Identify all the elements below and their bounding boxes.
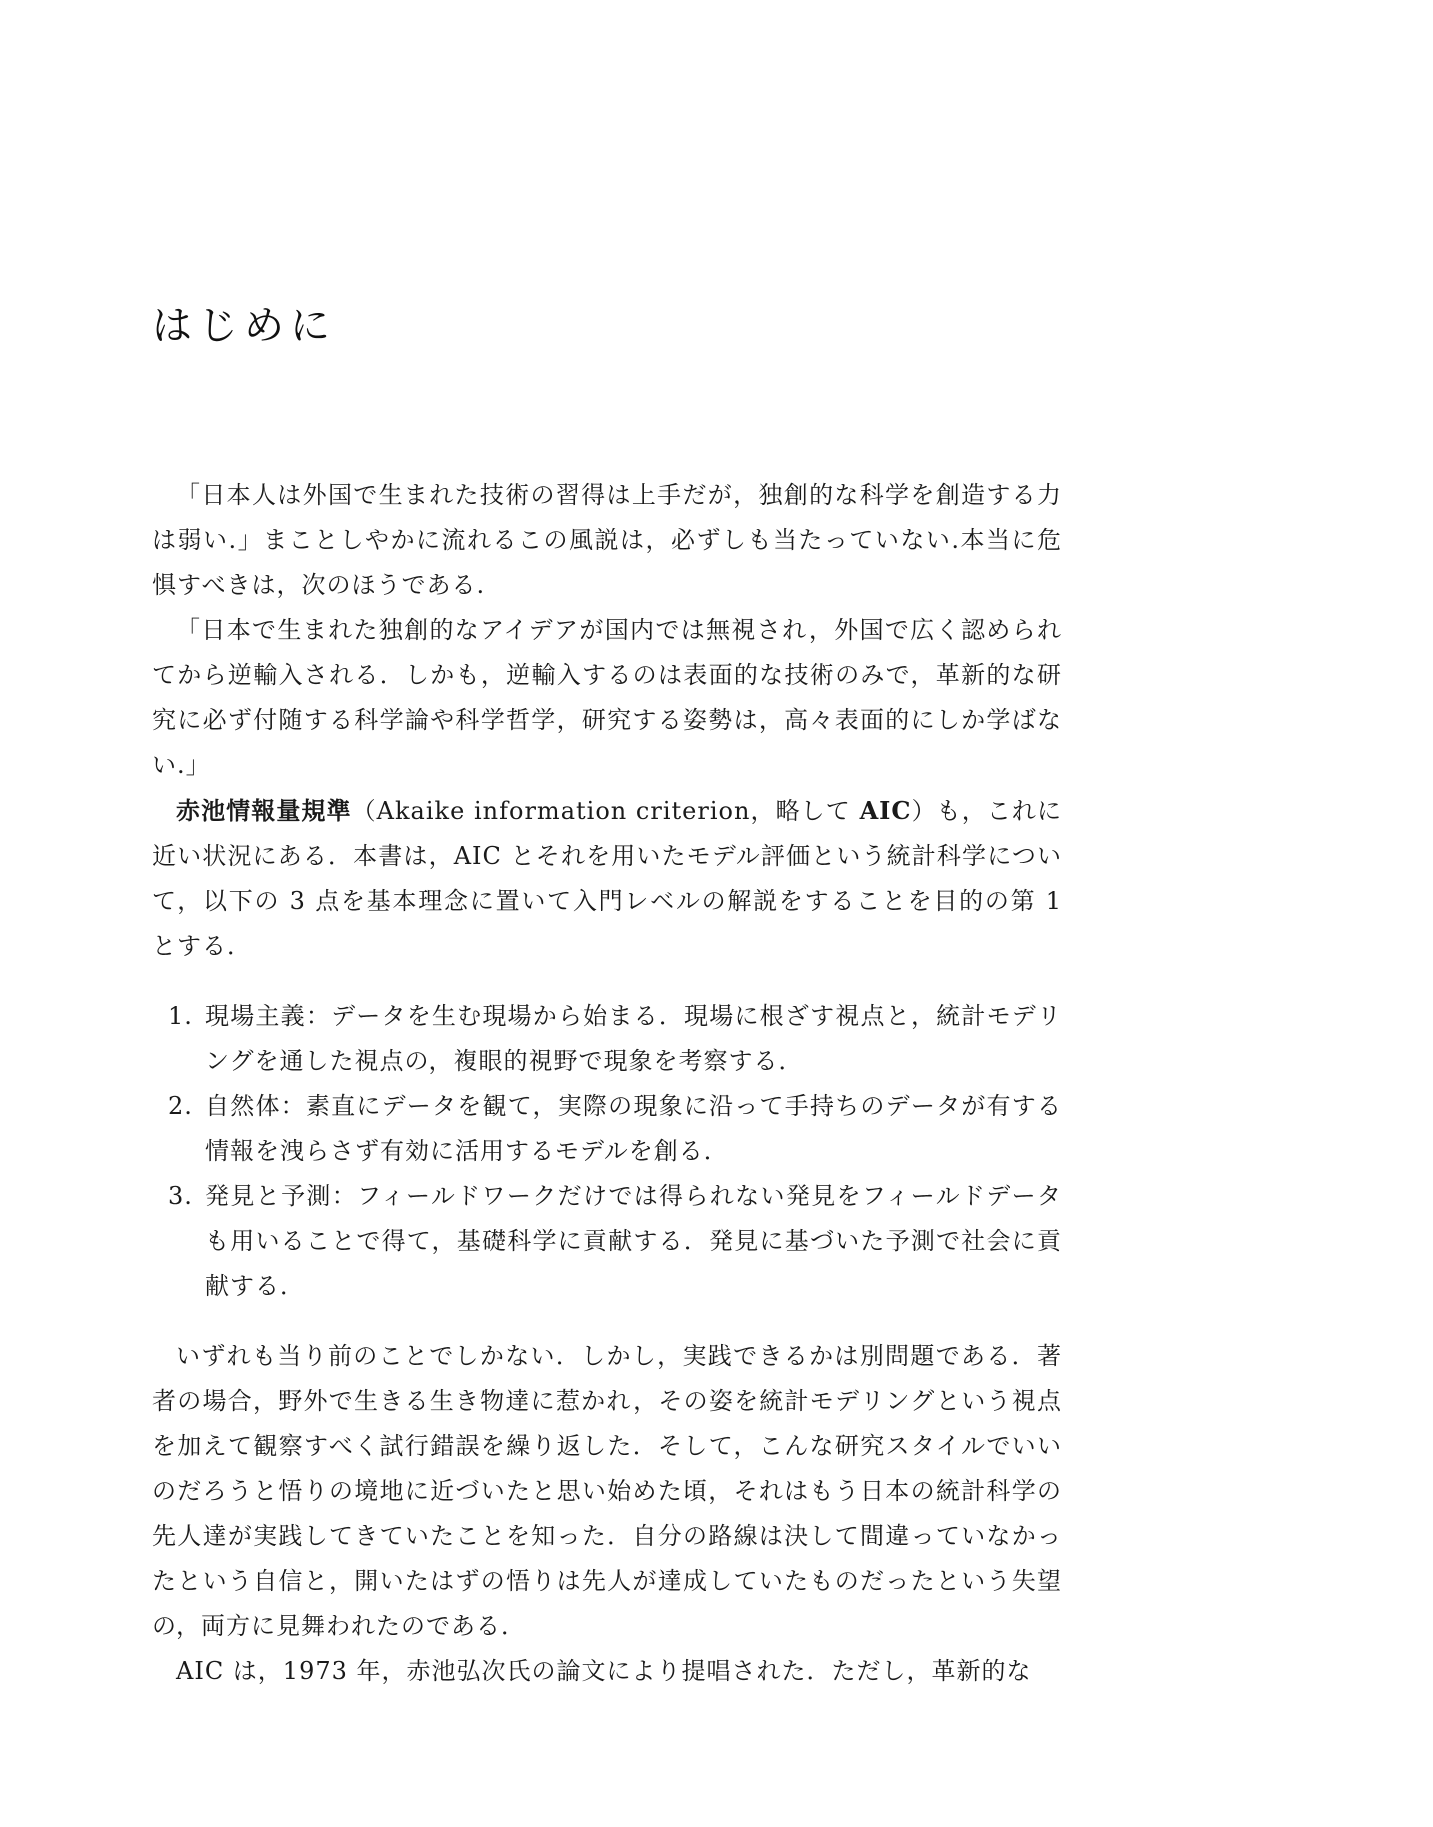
principle-text: データを生む現場から始まる．現場に根ざす視点と，統計モデリングを通した視点の，複眼的視野で現象を考察する． [205, 1002, 1062, 1075]
principle-item-1 [152, 994, 1062, 1084]
principle-number: 3. [168, 1182, 193, 1210]
principle-label: 現場主義： [205, 1002, 332, 1030]
paragraph-closing-2: AIC は，1973 年，赤池弘次氏の論文により提唱された．ただし，革新的な [176, 1657, 1032, 1685]
paragraph-quote-2: 「日本で生まれた独創的なアイデアが国内では無視され，外国で広く認められてから逆輸入される．しかも，逆輸入するのは表面的な技術のみで，革新的な研究に必ず付随する科学論や科学哲学，研究する姿勢は，高々表面的にしか学ばない.」 [152, 616, 1062, 779]
principle-item-3 [152, 1174, 1062, 1309]
body-text [152, 473, 1062, 1694]
paragraph-aic-intro [152, 788, 1062, 969]
paragraph-closing-1: いずれも当り前のことでしかない．しかし，実践できるかは別問題である．著者の場合，野外で生きる生き物達に惹かれ，その姿を統計モデリングという視点を加えて観察すべく試行錯誤を繰り返した．そして，こんな研究スタイルでいいのだろうと悟りの境地に近づいたと思い始めた頃，それはもう日本の統計科学の先人達が実践してきていたことを知った．自分の路線は決して間違っていなかったという自信と，開いたはずの悟りは先人が達成していたものだったという失望の，両方に見舞われたのである． [152, 1342, 1062, 1640]
aic-open-paren: （Akaike information criterion，略して [351, 797, 860, 825]
principles-list [152, 994, 1062, 1309]
key-term-aic: 赤池情報量規準 [176, 797, 352, 825]
principle-text: 素直にデータを観て，実際の現象に沿って手持ちのデータが有する情報を洩らさず有効に活用するモデルを創る． [205, 1092, 1062, 1165]
principle-number: 1. [168, 1002, 193, 1030]
aic-abbreviation: AIC [859, 796, 912, 825]
principle-item-2 [152, 1084, 1062, 1174]
paragraph-quote-1: 「日本人は外国で生まれた技術の習得は上手だが，独創的な科学を創造する力は弱い.」まことしやかに流れるこの風説は，必ずしも当たっていない.本当に危惧すべきは，次のほうである. [152, 481, 1062, 599]
principle-label: 自然体： [205, 1092, 306, 1120]
principle-number: 2. [168, 1092, 193, 1120]
aic-intro-rest: ）も，これに近い状況にある．本書は，AIC とそれを用いたモデル評価という統計科学について，以下の 3 点を基本理念に置いて入門レベルの解説をすることを目的の第 1 とする． [152, 797, 1063, 960]
principle-label: 発見と予測： [205, 1182, 358, 1210]
chapter-title: はじめに [152, 303, 336, 349]
principle-text: フィールドワークだけでは得られない発見をフィールドデータも用いることで得て，基礎科学に貢献する．発見に基づいた予測で社会に貢献する． [205, 1182, 1063, 1300]
